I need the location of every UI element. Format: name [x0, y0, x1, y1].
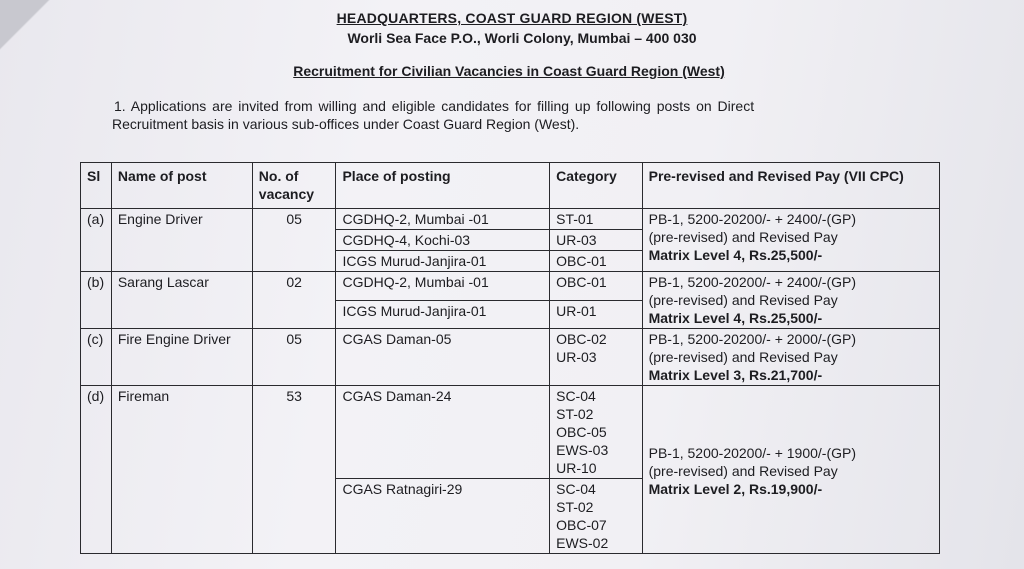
row-d-cat-1-2: ST-02 — [556, 406, 594, 422]
row-b-name: Sarang Lascar — [111, 272, 252, 329]
row-d-categories-1 — [550, 386, 643, 479]
row-b-pay-matrix: Matrix Level 4, Rs.25,500/- — [648, 310, 823, 326]
row-c-vacancy: 05 — [252, 329, 336, 386]
row-d-sl: (d) — [81, 386, 112, 554]
row-b-place-2: ICGS Murud-Janjira-01 — [336, 300, 550, 329]
table-row — [81, 386, 940, 479]
row-d-cat-2-1: SC-04 — [556, 481, 596, 497]
row-d-place-1: CGAS Daman-24 — [336, 386, 550, 479]
table-row — [81, 329, 940, 386]
row-a-pay-line1: PB-1, 5200-20200/- + 2400/-(GP) — [648, 211, 857, 227]
row-a-pay — [642, 209, 939, 272]
row-d-vacancy: 53 — [252, 386, 336, 554]
row-c-sl: (c) — [81, 329, 112, 386]
row-b-pay — [642, 272, 939, 329]
office-title: HEADQUARTERS, COAST GUARD REGION (WEST) — [336, 10, 688, 26]
row-b-category-2: UR-01 — [550, 300, 643, 329]
row-b-sl: (b) — [81, 272, 112, 329]
row-d-categories-2 — [550, 479, 643, 554]
row-c-pay — [642, 329, 939, 386]
intro-paragraph — [114, 97, 894, 133]
row-d-cat-1-3: OBC-05 — [556, 424, 607, 440]
notice-subject: Recruitment for Civilian Vacancies in Coast Guard Region (West) — [293, 63, 725, 79]
row-a-name: Engine Driver — [111, 209, 252, 272]
row-a-category-1: ST-01 — [550, 209, 643, 230]
row-b-category-1: OBC-01 — [550, 272, 643, 301]
header-vacancy: No. of vacancy — [252, 163, 336, 209]
row-a-place-2: CGDHQ-4, Kochi-03 — [336, 230, 550, 251]
row-d-cat-2-4: EWS-02 — [556, 535, 609, 551]
row-c-pay-line1: PB-1, 5200-20200/- + 2000/-(GP) — [648, 331, 857, 347]
header-place: Place of posting — [336, 163, 550, 209]
row-a-category-2: UR-03 — [550, 230, 643, 251]
row-c-pay-matrix: Matrix Level 3, Rs.21,700/- — [648, 367, 823, 383]
table-header-row — [81, 163, 940, 209]
row-d-cat-1-1: SC-04 — [556, 388, 596, 404]
row-c-pay-line2: (pre-revised) and Revised Pay — [648, 349, 838, 365]
row-b-pay-line1: PB-1, 5200-20200/- + 2400/-(GP) — [648, 274, 857, 290]
row-a-sl: (a) — [81, 209, 112, 272]
row-d-cat-2-3: OBC-07 — [556, 517, 607, 533]
header-name: Name of post — [111, 163, 252, 209]
row-c-category-2: UR-03 — [556, 349, 597, 365]
header-sl: Sl — [81, 163, 112, 209]
row-d-name: Fireman — [111, 386, 252, 554]
row-a-vacancy: 05 — [252, 209, 336, 272]
row-c-category-1: OBC-02 — [556, 331, 607, 347]
table-row — [81, 209, 940, 230]
row-d-cat-2-2: ST-02 — [556, 499, 594, 515]
row-a-pay-matrix: Matrix Level 4, Rs.25,500/- — [648, 247, 823, 263]
row-d-pay-line1: PB-1, 5200-20200/- + 1900/-(GP) — [648, 445, 857, 461]
intro-line-2: Recruitment basis in various sub-offices under Coast Guard Region (West). — [112, 116, 580, 132]
office-address: Worli Sea Face P.O., Worli Colony, Mumbai – 400 030 — [347, 30, 697, 46]
row-d-cat-1-5: UR-10 — [556, 460, 597, 476]
row-a-pay-line2: (pre-revised) and Revised Pay — [648, 229, 838, 245]
row-a-category-3: OBC-01 — [550, 251, 643, 272]
row-d-pay-line2: (pre-revised) and Revised Pay — [648, 463, 838, 479]
row-c-place: CGAS Daman-05 — [336, 329, 550, 386]
row-b-pay-line2: (pre-revised) and Revised Pay — [648, 292, 838, 308]
row-c-name: Fire Engine Driver — [111, 329, 252, 386]
row-a-place-3: ICGS Murud-Janjira-01 — [336, 251, 550, 272]
vacancy-table — [80, 162, 940, 554]
row-d-pay-matrix: Matrix Level 2, Rs.19,900/- — [648, 481, 823, 497]
row-c-categories — [550, 329, 643, 386]
row-d-pay — [642, 386, 939, 554]
row-b-vacancy: 02 — [252, 272, 336, 329]
row-d-place-2: CGAS Ratnagiri-29 — [336, 479, 550, 554]
row-d-cat-1-4: EWS-03 — [556, 442, 609, 458]
row-a-place-1: CGDHQ-2, Mumbai -01 — [336, 209, 550, 230]
header-category: Category — [550, 163, 643, 209]
table-row — [81, 272, 940, 301]
header-pay: Pre-revised and Revised Pay (VII CPC) — [642, 163, 939, 209]
intro-line-1: 1. Applications are invited from willing and eligible candidates for filling up following posts on Direct — [114, 98, 755, 114]
row-b-place-1: CGDHQ-2, Mumbai -01 — [336, 272, 550, 301]
